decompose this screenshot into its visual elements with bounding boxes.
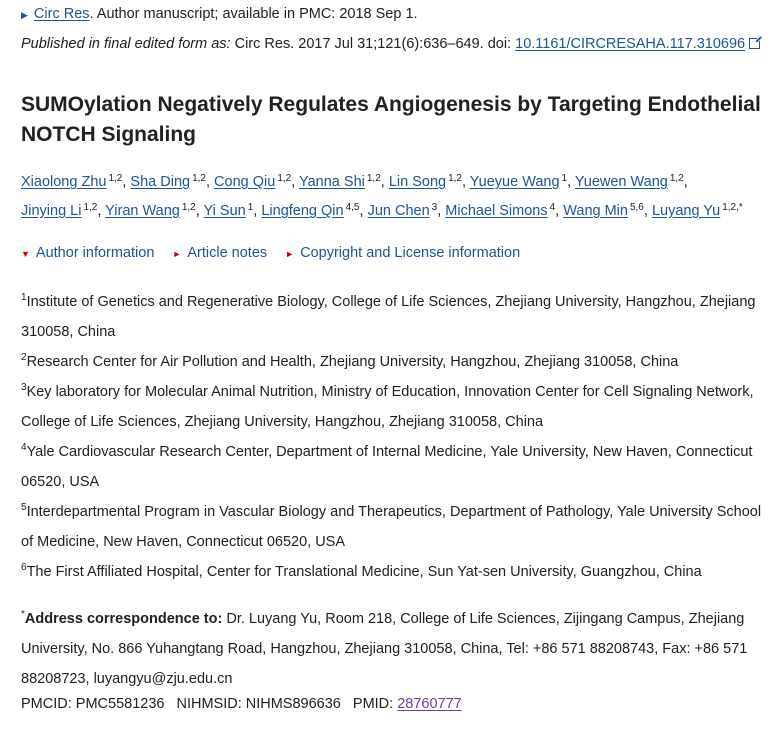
author-affiliation-sup: 1,2 — [277, 173, 292, 184]
author-affiliation-sup: 1,2 — [83, 202, 98, 213]
author-item — [105, 203, 196, 219]
correspondence-text: Dr. Luyang Yu, Room 218, College of Life Sciences, Zijingang Campus, Zhejiang University, No. 866 Yuhangtang Road, Hangzhou, Zhejiang 310058, China, Tel: +86 571 88208743, Fax: +86 571 88208723, luyangyu@zju.edu.cn — [21, 611, 748, 687]
author-affiliation-sup: 1,2,* — [722, 202, 743, 213]
author-link[interactable]: Lingfeng Qin — [261, 203, 344, 219]
author-separator: , — [205, 174, 215, 190]
affiliation-number: 1 — [21, 292, 27, 303]
author-link[interactable]: Luyang Yu — [651, 203, 721, 219]
article-notes-toggle[interactable] — [172, 245, 267, 261]
affiliation-number: 4 — [21, 442, 27, 453]
metadata-toggles — [21, 245, 534, 261]
journal-link[interactable]: Circ Res — [33, 6, 90, 22]
author-affiliation-sup: 4 — [549, 202, 556, 213]
author-separator: , — [380, 174, 389, 190]
author-separator: , — [643, 203, 652, 219]
author-item — [445, 203, 555, 219]
author-affiliation-sup: 1,2 — [366, 173, 381, 184]
affiliation-item — [21, 497, 762, 557]
copyright-toggle[interactable] — [285, 245, 520, 261]
author-link[interactable]: Jun Chen — [367, 203, 430, 219]
article-notes-label[interactable]: Article notes — [187, 245, 268, 261]
author-separator: , — [567, 174, 575, 190]
author-item — [21, 174, 122, 190]
author-item — [652, 203, 743, 219]
correspondence — [21, 604, 762, 694]
author-separator: , — [461, 174, 470, 190]
author-item — [299, 174, 381, 190]
article-title: SUMOylation Negatively Regulates Angiogenesis by Targeting Endothelial NOTCH Signaling — [21, 93, 761, 146]
author-list — [21, 168, 762, 226]
pmid-label: PMID: — [352, 696, 398, 712]
author-information-label[interactable]: Author information — [35, 245, 155, 261]
author-link[interactable]: Yi Sun — [203, 203, 246, 219]
affiliation-text: Interdepartmental Program in Vascular Biology and Therapeutics, Department of Pathology, Yale University School of Medicine, New Haven, Connecticut 06520, USA — [21, 504, 762, 550]
author-item — [470, 174, 567, 190]
author-link[interactable]: Jinying Li — [21, 203, 82, 219]
author-affiliation-sup: 1,2 — [448, 173, 462, 184]
pmcid: PMCID: PMC5581236 — [21, 696, 165, 712]
affiliation-number: 5 — [21, 502, 27, 513]
author-separator: , — [253, 203, 262, 219]
affiliation-item — [21, 437, 762, 497]
author-separator: , — [97, 203, 106, 219]
author-item — [214, 174, 291, 190]
author-affiliation-sup: 1,2 — [108, 173, 123, 184]
external-link-icon — [749, 38, 760, 49]
author-affiliation-sup: 1,2 — [192, 173, 206, 184]
author-affiliation-sup: 1,2 — [669, 173, 684, 184]
author-item — [575, 174, 684, 190]
author-item — [368, 203, 438, 219]
affiliation-text: Key laboratory for Molecular Animal Nutrition, Ministry of Education, Innovation Center for Cell Signaling Network, College of Life Sciences, Zhejiang University, Hangzhou, Zhejiang 310058, China — [21, 384, 754, 430]
citation-text: Circ Res. 2017 Jul 31;121(6):636–649. doi: — [230, 36, 516, 52]
author-link[interactable]: Yiran Wang — [105, 203, 180, 219]
author-information-toggle[interactable] — [21, 245, 154, 261]
affiliation-item — [21, 347, 762, 377]
author-link[interactable]: Lin Song — [388, 174, 447, 190]
affiliation-text: The First Affiliated Hospital, Center for Translational Medicine, Sun Yat-sen University, Guangzhou, China — [26, 564, 702, 580]
author-item — [130, 174, 206, 190]
author-affiliation-sup: 1 — [561, 173, 568, 184]
nihmsid: NIHMSID: NIHMS896636 — [176, 696, 341, 712]
affiliation-number: 2 — [21, 352, 27, 363]
author-item — [204, 203, 254, 219]
triangle-right-icon[interactable]: ▶ — [21, 10, 28, 20]
author-separator: , — [437, 203, 446, 219]
correspondence-mark: * — [21, 609, 25, 620]
author-separator: , — [555, 203, 564, 219]
author-link[interactable]: Yuewen Wang — [574, 174, 668, 190]
author-affiliation-sup: 4,5 — [345, 202, 360, 213]
affiliation-number: 3 — [21, 382, 27, 393]
affiliation-text: Yale Cardiovascular Research Center, Department of Internal Medicine, Yale University, New Haven, Connecticut 06520, USA — [21, 444, 753, 490]
affiliation-item — [21, 557, 762, 587]
author-link[interactable]: Cong Qiu — [214, 174, 276, 190]
published-prefix: Published in final edited form as: — [21, 36, 231, 52]
author-item — [21, 203, 97, 219]
author-separator: , — [291, 174, 300, 190]
author-separator: , — [122, 174, 131, 190]
affiliation-item — [21, 287, 762, 347]
triangle-right-icon: ► — [285, 249, 295, 259]
manuscript-status: . Author manuscript; available in PMC: 2018 Sep 1. — [89, 6, 418, 22]
affiliation-text: Institute of Genetics and Regenerative Biology, College of Life Sciences, Zhejiang University, Hangzhou, Zhejiang 310058, China — [21, 294, 756, 340]
triangle-right-icon: ► — [172, 249, 182, 259]
affiliation-number: 6 — [21, 562, 27, 573]
triangle-down-icon: ▼ — [21, 249, 30, 259]
author-item — [563, 203, 644, 219]
published-line — [21, 36, 760, 52]
affiliation-item — [21, 377, 762, 437]
correspondence-label: Address correspondence to: — [24, 611, 223, 627]
affiliation-list — [21, 287, 762, 587]
author-link[interactable]: Yanna Shi — [299, 174, 365, 190]
affiliation-text: Research Center for Air Pollution and Health, Zhejiang University, Hangzhou, Zhejiang 310058, China — [26, 354, 679, 370]
author-link[interactable]: Wang Min — [563, 203, 628, 219]
author-link[interactable]: Michael Simons — [445, 203, 548, 219]
copyright-label[interactable]: Copyright and License information — [300, 245, 521, 261]
author-item — [389, 174, 462, 190]
author-link[interactable]: Sha Ding — [130, 174, 191, 190]
author-separator: , — [683, 174, 688, 190]
doi-link[interactable]: 10.1161/CIRCRESAHA.117.310696 — [515, 36, 746, 52]
author-separator: , — [359, 203, 368, 219]
author-link[interactable]: Yueyue Wang — [469, 174, 560, 190]
author-affiliation-sup: 1 — [247, 202, 254, 213]
pmid-link[interactable]: 28760777 — [397, 696, 462, 712]
author-item — [261, 203, 359, 219]
manuscript-line — [21, 6, 418, 22]
author-affiliation-sup: 5,6 — [629, 202, 644, 213]
author-link[interactable]: Xiaolong Zhu — [21, 174, 107, 190]
author-affiliation-sup: 1,2 — [181, 202, 196, 213]
author-affiliation-sup: 3 — [431, 202, 438, 213]
author-separator: , — [195, 203, 204, 219]
article-ids — [21, 696, 462, 712]
